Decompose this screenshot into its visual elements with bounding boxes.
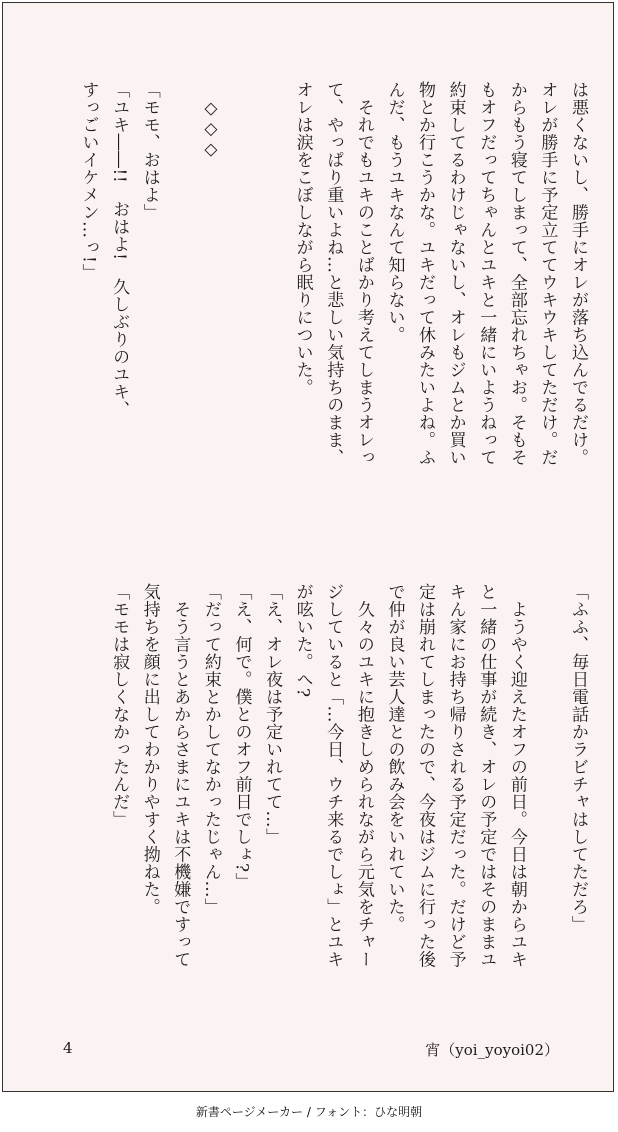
text-line: で仲が良い芸人達との飲み会をいれていた。 [384,583,405,933]
text-line: 「え、何で。僕とのオフ前日でしょ?」 [231,583,252,891]
text-line: て、やっぱり重いよね…と悲しい気持ちのまま、 [323,81,344,466]
text-line [165,81,196,521]
text-line: すっごいイケメン…っ!」 [78,81,99,281]
page-number: 4 [63,1039,73,1057]
text-line: そう言うとあからさまにユキは不機嫌ですって [170,583,191,968]
text-line: ジしていると「…今日、ウチ来るでしょ」とユキ [323,583,344,968]
text-line: オレは涙をこぼしながら眠りについた。 [292,81,313,396]
text-line: オレが勝手に予定立ててウキウキしてただけ。だ [537,81,558,466]
footer-credit: 新書ページメーカー / フォント：ひな明朝 [195,1105,423,1119]
text-line: 「だって約束とかしてなかったじゃん…」 [200,583,221,916]
top-text-block [73,81,593,521]
text-line: キん家にお持ち帰りされる予定だった。だけど予 [445,583,466,968]
text-line [532,583,563,1023]
text-line: 久々のユキに抱きしめられながら元気をチャー [353,583,374,968]
text-line: が呟いた。へ? [292,583,313,698]
text-line: 「え、オレ夜は予定いれてて…」 [262,583,283,846]
text-line: 物とか行こうかな。ユキだって休みたいよね。ふ [415,81,436,466]
text-line: 「ふふ、毎日電話かラビチャはしてただろ」 [568,583,588,933]
text-line: 「モモ、おはよ」 [139,81,160,221]
text-line: んだ、もうユキなんて知らない。 [384,81,405,344]
text-line: 気持ちを顔に出してわかりやすく拗ねた。 [139,583,160,916]
text-line [226,81,257,521]
text-line: からもう寝てしまって、全部忘れちゃお。そもそ [506,81,527,466]
text-line: は悪くないし、勝手にオレが落ち込んでるだけ。 [568,81,588,466]
text-line: もオフだってちゃんとユキと一緒にいようねって [476,81,497,466]
text-line: と一緒の仕事が続き、オレの予定ではそのままユ [476,583,497,968]
book-page [2,2,614,1092]
text-line: ようやく迎えたオフの前日。今日は朝からユキ [506,583,527,968]
text-line: それでもユキのことばかり考えてしまうオレっ [353,81,374,466]
text-line: 定は崩れてしまったので、今夜はジムに行った後 [415,583,436,968]
bottom-text-block [104,583,594,1023]
text-line: 約束してるわけじゃないし、オレもジムとか買い [445,81,466,466]
text-line [256,81,287,521]
text-line: ◇◇◇ [200,81,221,160]
text-line: 「ユキ――!! おはよ! 久しぶりのユキ、 [109,81,130,418]
author-credit: 宵（yoi_yoyoi02） [425,1041,559,1059]
text-line: 「モモは寂しくなかったんだ」 [109,583,130,828]
